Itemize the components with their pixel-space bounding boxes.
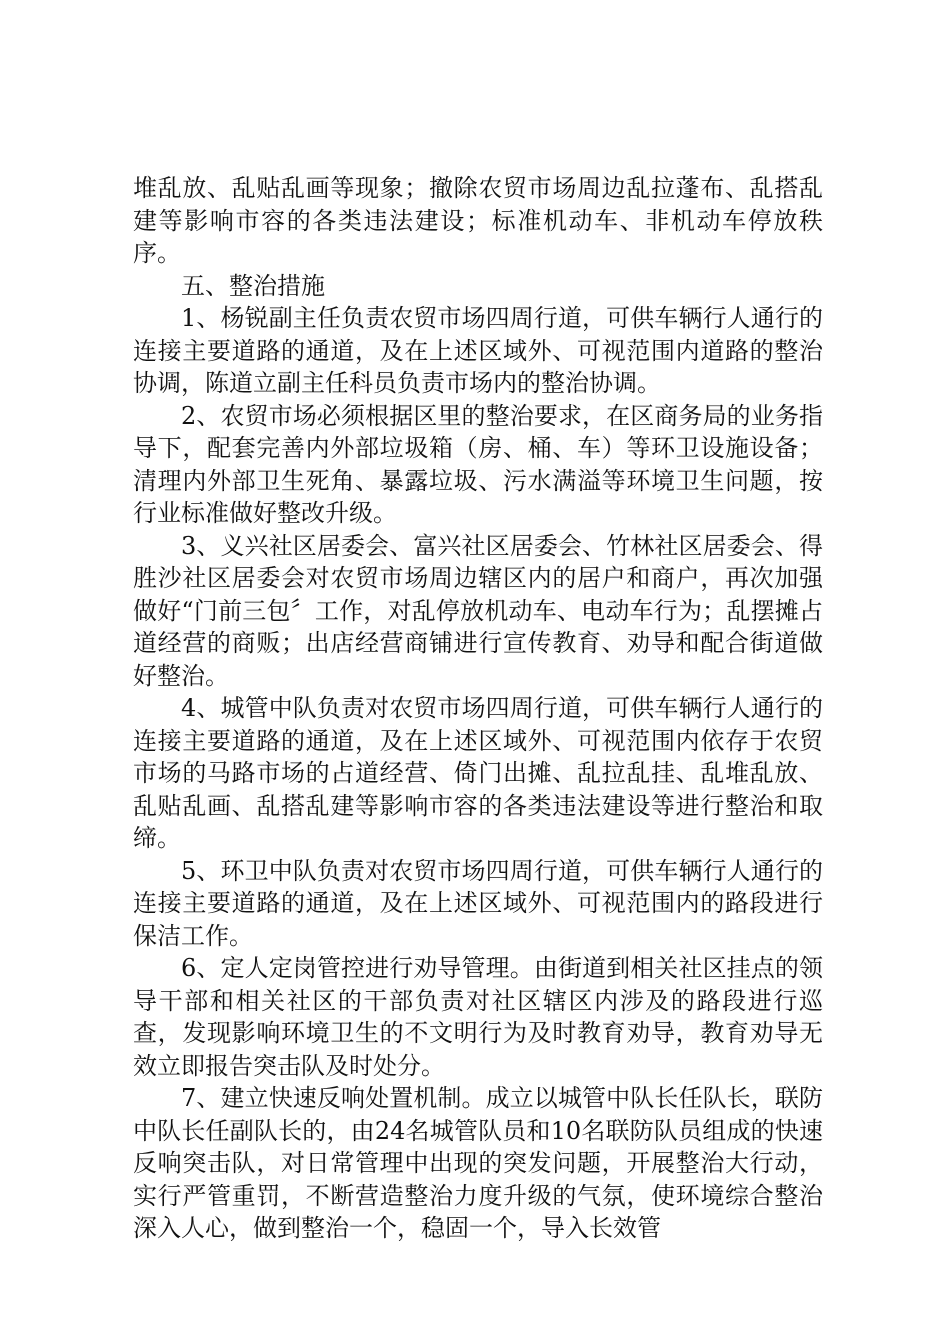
paragraph-item-2: 2、农贸市场必须根据区里的整治要求，在区商务局的业务指导下，配套完善内外部垃圾箱（房、桶、车）等环卫设施设备；清理内外部卫生死角、暴露垃圾、污水满溢等环境卫生问题，按行业标准做好整改升级。: [133, 401, 823, 527]
paragraph-item-7: 7、建立快速反响处置机制。成立以城管中队长任队长，联防中队长任副队长的，由24名城管队员和10名联防队员组成的快速反响突击队，对日常管理中出现的突发问题，开展整治大行动，实行严管重罚，不断营造整治力度升级的气氛，使环境综合整治深入人心，做到整治一个，稳固一个，导入长效管: [133, 1084, 823, 1242]
document-body: [133, 172, 823, 1245]
paragraph-item-6: 6、定人定岗管控进行劝导管理。由街道到相关社区挂点的领导干部和相关社区的干部负责对社区辖区内涉及的路段进行巡查，发现影响环境卫生的不文明行为及时教育劝导，教育劝导无效立即报告突击队及时处分。: [133, 954, 823, 1080]
paragraph-item-3: 3、义兴社区居委会、富兴社区居委会、竹林社区居委会、得胜沙社区居委会对农贸市场周边辖区内的居户和商户，再次加强做好“门前三包〞工作，对乱停放机动车、电动车行为；乱摆摊占道经营的商贩；出店经营商铺进行宣传教育、劝导和配合街道做好整治。: [133, 531, 823, 690]
paragraph-item-5: 5、环卫中队负责对农贸市场四周行道，可供车辆行人通行的连接主要道路的通道，及在上述区域外、可视范围内的路段进行保洁工作。: [133, 856, 823, 950]
paragraph-item-4: 4、城管中队负责对农贸市场四周行道，可供车辆行人通行的连接主要道路的通道，及在上述区域外、可视范围内依存于农贸市场的马路市场的占道经营、倚门出摊、乱拉乱挂、乱堆乱放、乱贴乱画、乱搭乱建等影响市容的各类违法建设等进行整治和取缔。: [133, 694, 823, 852]
paragraph-item-1: 1、杨锐副主任负责农贸市场四周行道，可供车辆行人通行的连接主要道路的通道，及在上述区域外、可视范围内道路的整治协调，陈道立副主任科员负责市场内的整治协调。: [133, 304, 823, 397]
paragraph-continued: 堆乱放、乱贴乱画等现象；撤除农贸市场周边乱拉蓬布、乱搭乱建等影响市容的各类违法建设；标准机动车、非机动车停放秩序。: [133, 174, 823, 267]
section-heading: 五、整治措施: [181, 271, 325, 300]
